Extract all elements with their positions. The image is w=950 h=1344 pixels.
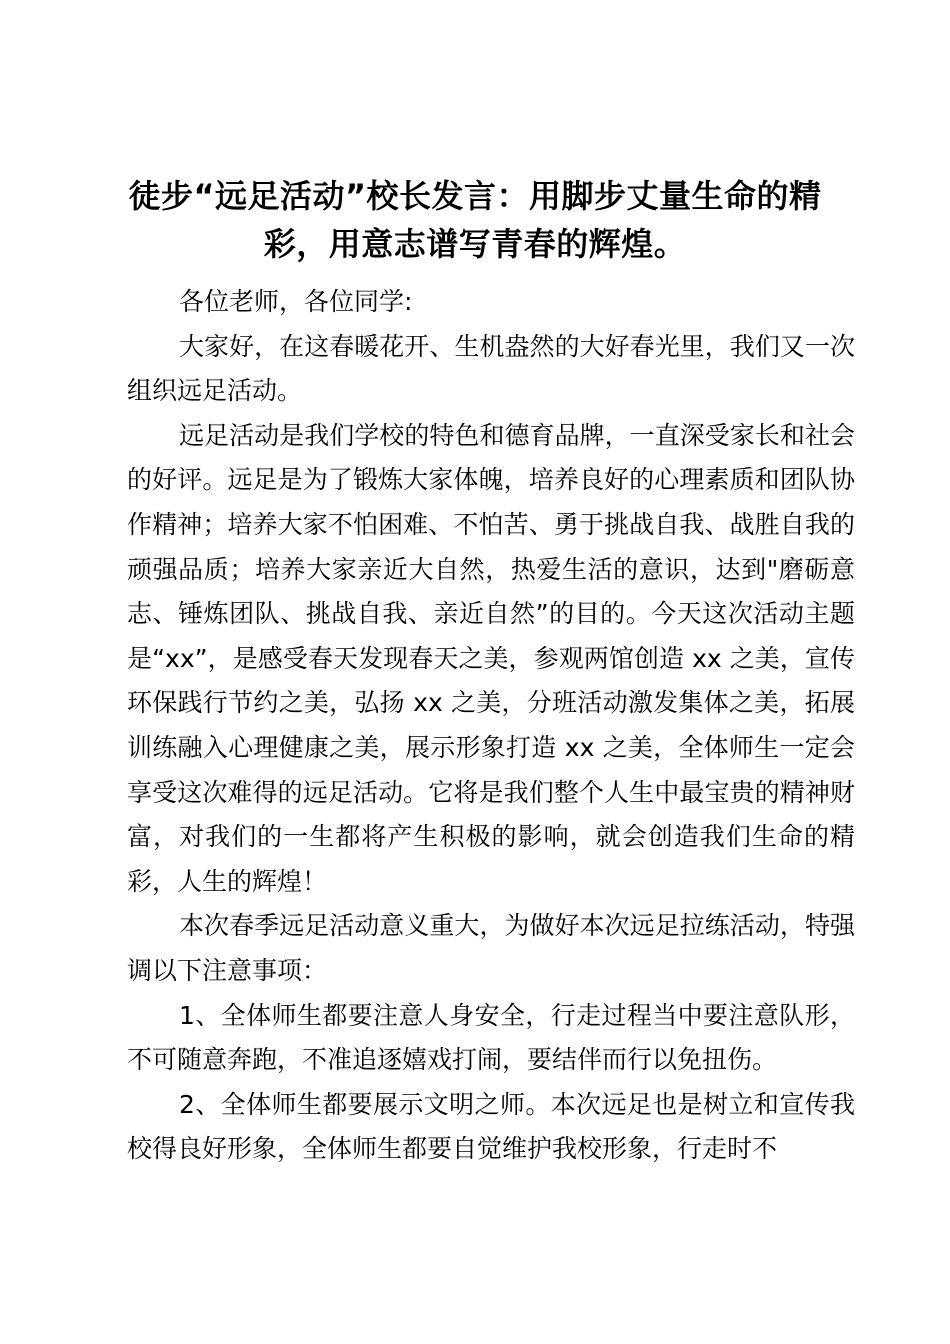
paragraph-purpose: 远足活动是我们学校的特色和德育品牌，一直深受家长和社会的好评。远足是为了锻炼大家体魄，培养良好的心理素质和团队协作精神；培养大家不怕困难、不怕苦、勇于挑战自我、战胜自我的顽强品质；培养大家亲近大自然，热爱生活的意识，达到"磨砺意志、锤炼团队、挑战自我、亲近自然”的目的。今天这次活动主题是“xx”，是感受春天发现春天之美，参观两馆创造 xx 之美，宣传环保践行节约之美，弘扬 xx 之美，分班活动激发集体之美，拓展训练融入心理健康之美，展示形象打造 xx 之美，全体师生一定会享受这次难得的远足活动。它将是我们整个人生中最宝贵的精神财富，对我们的一生都将产生积极的影响，就会创造我们生命的精彩，人生的辉煌！ bbox=[127, 420, 855, 896]
paragraph-greeting: 大家好，在这春暖花开、生机盎然的大好春光里，我们又一次组织远足活动。 bbox=[127, 331, 855, 406]
paragraph-rule-2: 2、全体师生都要展示文明之师。本次远足也是树立和宣传我校得良好形象，全体师生都要自觉维护我校形象，行走时不 bbox=[127, 1089, 855, 1164]
document-body bbox=[127, 280, 855, 1172]
paragraph-salutation: 各位老师，各位同学: bbox=[179, 287, 413, 316]
document-title: 徒步“远足活动”校长发言：用脚步丈量生命的精彩，用意志谱写青春的辉煌。 bbox=[128, 177, 822, 263]
paragraph-notice-intro: 本次春季远足活动意义重大，为做好本次远足拉练活动，特强调以下注意事项： bbox=[127, 911, 855, 985]
paragraph-rule-1: 1、全体师生都要注意人身安全，行走过程当中要注意队形，不可随意奔跑，不准追逐嬉戏打闹，要结伴而行以免扭伤。 bbox=[127, 1000, 855, 1075]
